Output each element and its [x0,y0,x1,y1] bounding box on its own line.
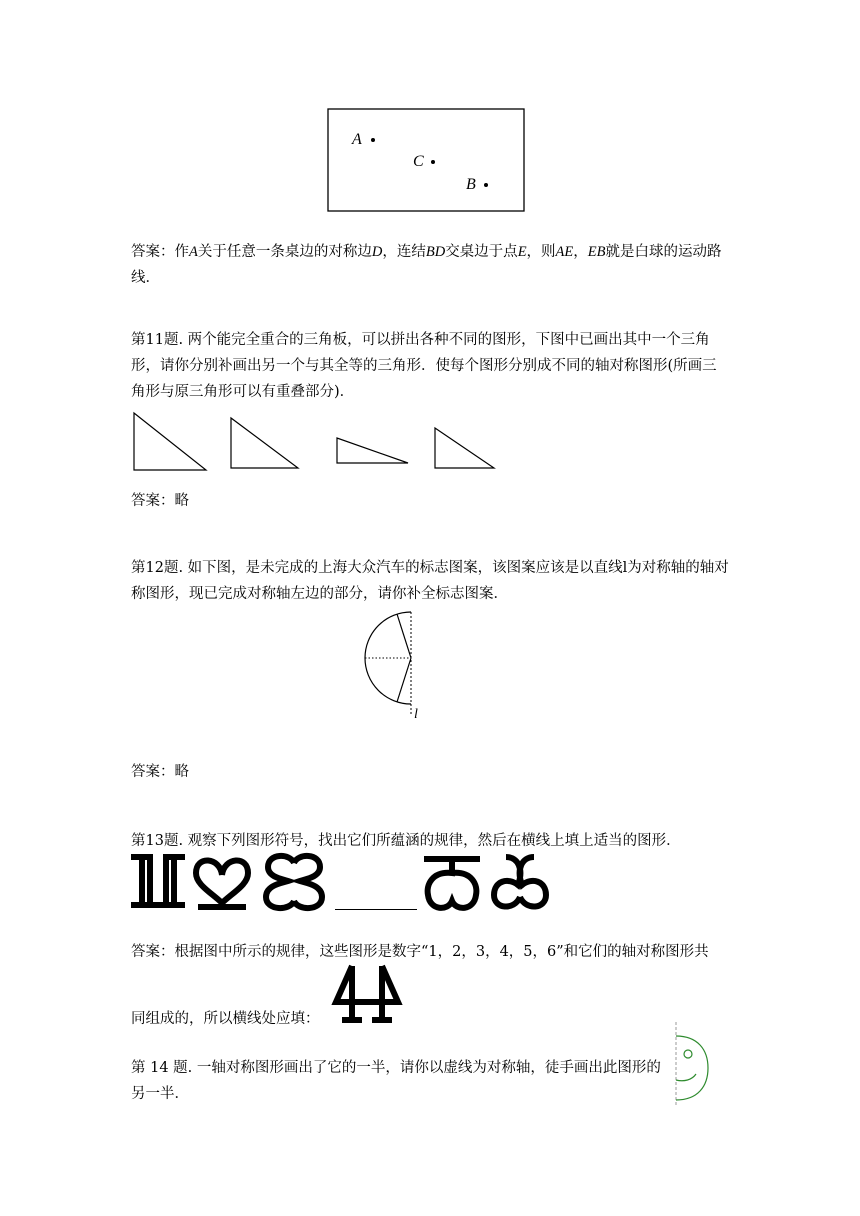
symbol-5-mirrored [420,851,484,913]
half-face-outline [676,1036,708,1100]
table-rectangle [328,109,524,211]
symbol-6-mirrored [488,851,552,913]
q14-question: 第 14 题. 一轴对称图形画出了它的一半，请你以虚线为对称轴，徒手画出此图形的另一半． [131,1060,661,1102]
logo-line-upper [397,614,411,658]
q11-question: 第11题. 两个能完全重合的三角板，可以拼出各种不同的图形，下图中已画出其中一个三角形，请你分别补画出另一个与其全等的三角形．使每个图形分别成不同的轴对称图形(所画三角形与原三角形可以有重叠部分)． [131,332,717,400]
fill-in-blank-line [335,909,417,910]
q12-question: 第12题. 如下图，是未完成的上海大众汽车的标志图案，该图案应该是以直线l为对称轴的轴对称图形，现已完成对称轴左边的部分，请你补全标志图案． [131,560,729,602]
q12-answer: 答案：略 [131,764,189,780]
q13-question: 第13题. 观察下列图形符号，找出它们所蕴涵的规律，然后在横线上填上适当的图形． [131,833,681,849]
q11-answer: 答案：略 [131,493,189,509]
q13-answer-line2: 同组成的，所以横线处应填： [131,1011,320,1027]
triangle-4 [435,428,494,468]
point-b-label: B [466,176,476,193]
symbol-1-mirrored [128,851,188,913]
answer-symbol-4-mirrored [330,962,404,1024]
triangle-1 [134,413,206,470]
half-face-eye [684,1050,692,1058]
logo-line-lower [397,658,411,702]
symbol-3-mirrored [260,851,328,913]
triangle-3 [337,438,408,463]
point-c-label: C [413,153,424,170]
point-a-label: A [352,131,362,148]
q13-answer-line1: 答案：根据图中所示的规律，这些图形是数字“1，2，3，4，5，6”和它们的轴对称图形共 [131,944,709,960]
symbol-2-mirrored [190,851,254,913]
half-face-figure [668,1020,718,1110]
half-face-mouth [676,1074,696,1081]
point-c-dot [431,160,435,164]
point-b-dot [484,183,488,187]
q10-answer: 答案：作A关于任意一条桌边的对称边D，连结BD交桌边于点E，则AE，EB就是白球的运动路线． [131,244,722,286]
half-circle-arc [365,612,411,704]
point-a-dot [371,138,375,142]
axis-label-l: l [414,707,418,722]
triangle-2 [231,418,298,468]
